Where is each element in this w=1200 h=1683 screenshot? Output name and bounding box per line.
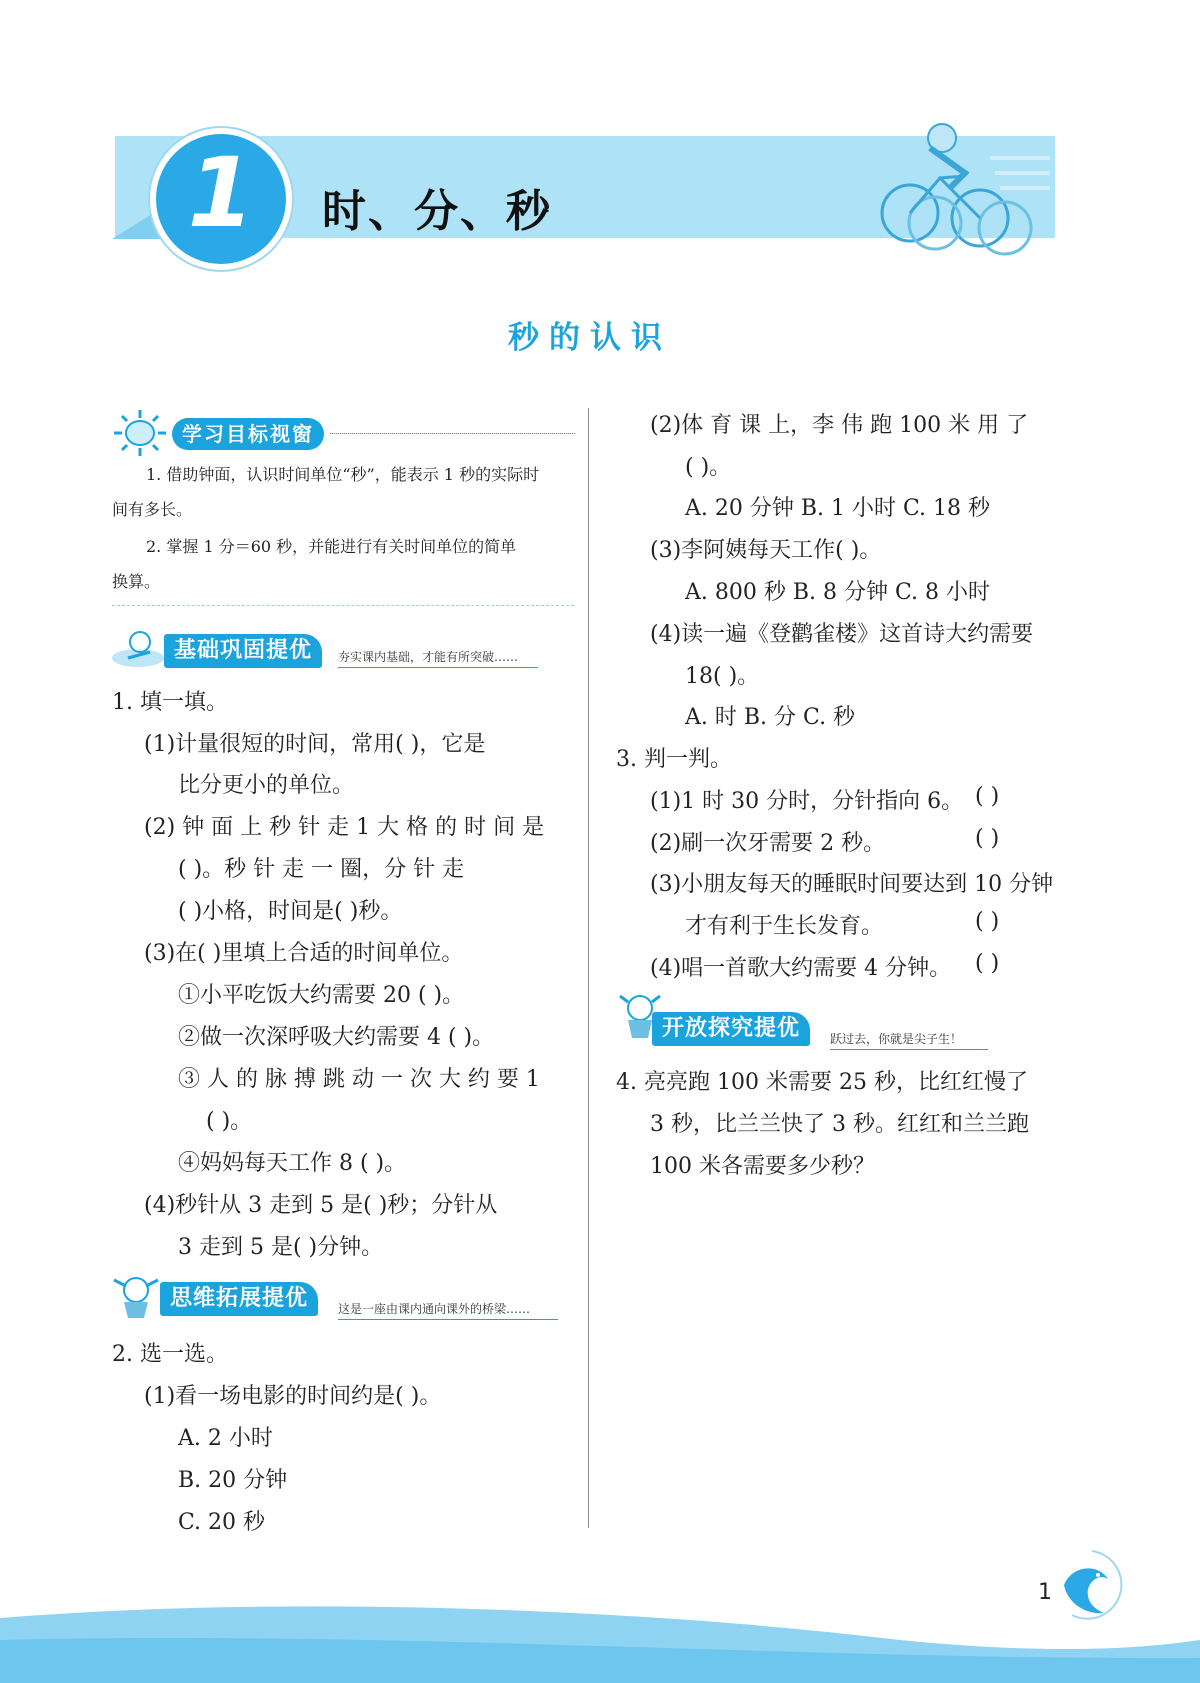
option-a: A. 2 小时 — [178, 1426, 273, 1451]
question-line: (1)看一场电影的时间约是( )。 — [144, 1384, 442, 1409]
question-line: (3)在( )里填上合适的时间单位。 — [144, 941, 464, 966]
goals-label: 学习目标视窗 — [172, 418, 324, 450]
thinking-section-note: 这是一座由课内通向课外的桥梁…… — [338, 1300, 558, 1320]
question-title: 1. 填一填。 — [112, 690, 228, 715]
basic-section-note: 夯实课内基础，才能有所突破…… — [338, 648, 538, 668]
judge-bracket: ( ) — [975, 909, 1000, 934]
goal-line: 换算。 — [112, 572, 161, 591]
options-line: A. 时 B. 分 C. 秒 — [685, 705, 856, 730]
chapter-number: 1 — [187, 137, 255, 249]
bottom-wave — [0, 1600, 1200, 1683]
question-line: ④妈妈每天工作 8 ( )。 — [178, 1151, 407, 1176]
question-line: 3 秒，比兰兰快了 3 秒。红红和兰兰跑 — [650, 1112, 1029, 1137]
question-line: 比分更小的单位。 — [178, 773, 355, 798]
question-line: 100 米各需要多少秒？ — [650, 1154, 875, 1179]
question-line: ②做一次深呼吸大约需要 4 ( )。 — [178, 1025, 495, 1050]
question-line: 3 走到 5 是( )分钟。 — [178, 1235, 384, 1260]
child-mascot-icon — [110, 628, 166, 670]
judge-line: (2)刷一次牙需要 2 秒。 — [650, 831, 886, 856]
judge-line: (1)1 时 30 分时，分针指向 6。 — [650, 789, 964, 814]
judge-bracket: ( ) — [975, 784, 1000, 809]
goals-separator — [112, 605, 574, 606]
sun-icon — [112, 408, 168, 458]
thinking-section-label: 思维拓展提优 — [160, 1282, 318, 1316]
basic-section-label: 基础巩固提优 — [164, 634, 322, 668]
options-line: A. 800 秒 B. 8 分钟 C. 8 小时 — [685, 580, 991, 605]
option-c: C. 20 秒 — [178, 1510, 266, 1535]
question-title: 2. 选一选。 — [112, 1342, 228, 1367]
judge-bracket: ( ) — [975, 951, 1000, 976]
chapter-title: 时、分、秒 — [322, 186, 552, 237]
question-line: ( )。秒 针 走 一 圈，分 针 走 — [178, 857, 465, 882]
goal-line: 2. 掌握 1 分＝60 秒，并能进行有关时间单位的简单 — [146, 537, 517, 556]
judge-line: (3)小朋友每天的睡眠时间要达到 10 分钟 — [650, 872, 1054, 897]
goal-line: 间有多长。 — [112, 500, 193, 519]
question-line: (2) 钟 面 上 秒 针 走 1 大 格 的 时 间 是 — [144, 815, 545, 840]
page-number: 1 — [1038, 1580, 1052, 1605]
question-line: ( )小格，时间是( )秒。 — [178, 899, 403, 924]
question-line: ( )。 — [685, 455, 732, 480]
column-divider — [588, 408, 589, 1528]
judge-bracket: ( ) — [975, 826, 1000, 851]
options-line: A. 20 分钟 B. 1 小时 C. 18 秒 — [685, 496, 991, 521]
option-b: B. 20 分钟 — [178, 1468, 288, 1493]
question-line: (4)秒针从 3 走到 5 是( )秒；分针从 — [144, 1193, 498, 1218]
goal-line: 1. 借助钟面，认识时间单位“秒”，能表示 1 秒的实际时 — [146, 465, 540, 484]
cyclist-illustration — [870, 118, 1060, 258]
question-line: ③ 人 的 脉 搏 跳 动 一 次 大 约 要 1 — [178, 1067, 540, 1092]
goals-dotted-line — [330, 433, 575, 434]
question-line: (3)李阿姨每天工作( )。 — [650, 538, 882, 563]
child-mascot-icon — [110, 1272, 162, 1322]
judge-line: (4)唱一首歌大约需要 4 分钟。 — [650, 956, 952, 981]
question-line: (4)读一遍《登鹳雀楼》这首诗大约需要 — [650, 622, 1034, 647]
judge-line: 才有利于生长发育。 — [685, 914, 884, 939]
question-line: (2)体 育 课 上，李 伟 跑 100 米 用 了 — [650, 413, 1029, 438]
open-section-note: 跃过去，你就是尖子生！ — [830, 1030, 988, 1050]
section-title: 秒的认识 — [508, 320, 672, 356]
question-line: (1)计量很短的时间，常用( )，它是 — [144, 732, 486, 757]
question-line: ( )。 — [206, 1109, 253, 1134]
open-section-label: 开放探究提优 — [652, 1012, 810, 1046]
question-title: 3. 判一判。 — [616, 747, 732, 772]
question-line: 4. 亮亮跑 100 米需要 25 秒，比红红慢了 — [616, 1070, 1028, 1095]
question-line: ①小平吃饭大约需要 20 ( )。 — [178, 983, 465, 1008]
question-line: 18( )。 — [685, 664, 760, 689]
dolphin-icon — [1052, 1545, 1132, 1625]
